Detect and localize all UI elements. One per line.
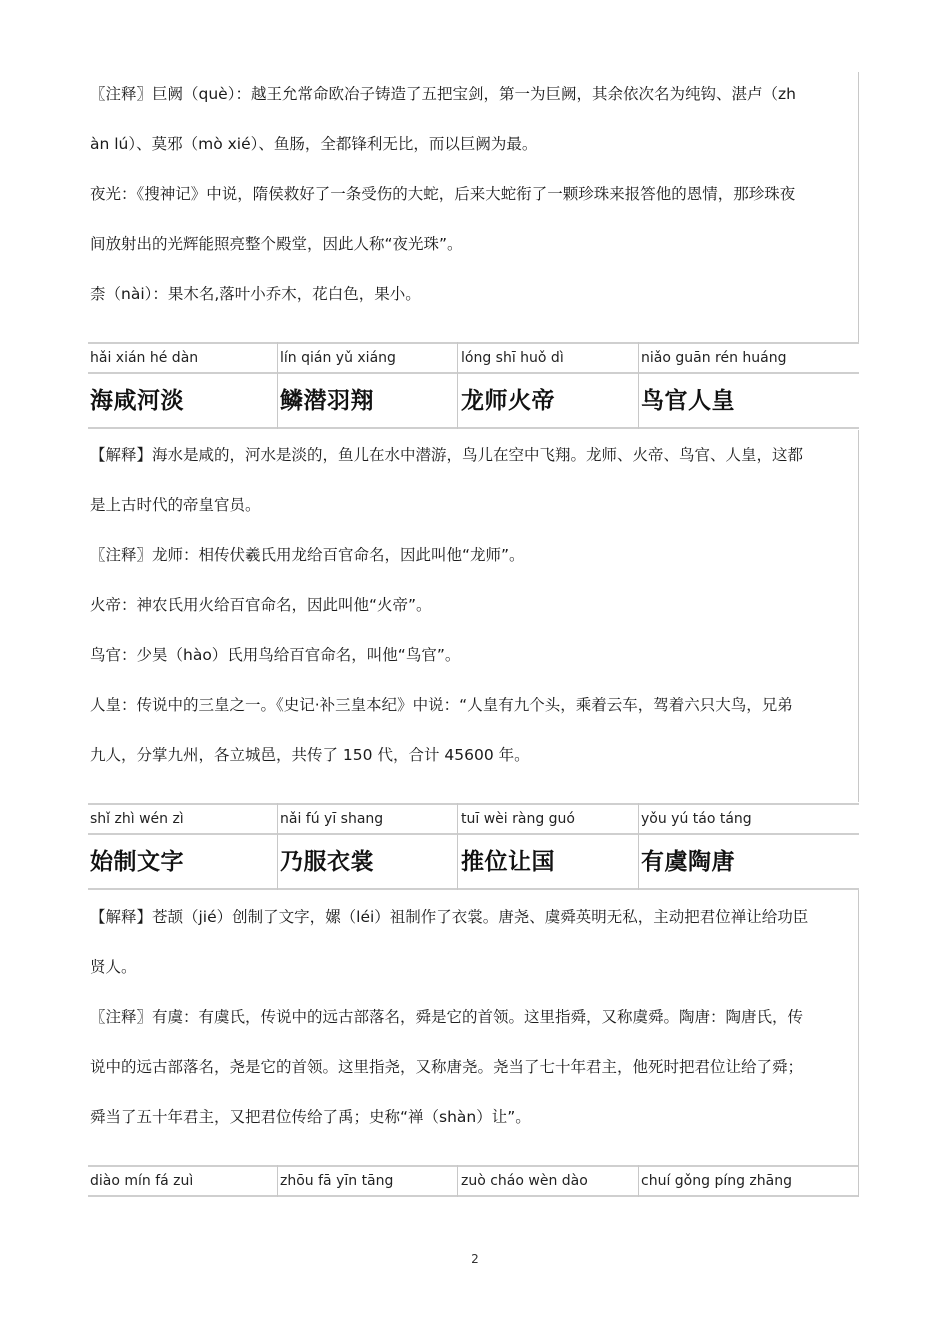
text-line: 柰（nài）：果木名,落叶小乔木，花白色，果小。 (90, 285, 421, 303)
pinyin-cell: shǐ zhì wén zì (90, 811, 184, 827)
table-rule (88, 427, 859, 429)
cell-border (457, 342, 458, 429)
idiom-cell: 始制文字 (90, 849, 184, 875)
pinyin-cell: tuī wèi ràng guó (461, 811, 575, 827)
text-line: 间放射出的光辉能照亮整个殿堂，因此人称“夜光珠”。 (90, 235, 463, 253)
table-rule (88, 803, 859, 805)
pinyin-cell: yǒu yú táo táng (641, 811, 752, 827)
pinyin-cell: lóng shī huǒ dì (461, 350, 564, 366)
pinyin-cell: chuí gǒng píng zhāng (641, 1173, 792, 1189)
cell-border (457, 803, 458, 890)
idiom-cell: 海咸河淡 (90, 388, 184, 414)
vocab-table (88, 1165, 859, 1199)
table-rule (88, 372, 859, 374)
pinyin-cell: hǎi xián hé dàn (90, 350, 199, 366)
pinyin-cell: lín qián yǔ xiáng (280, 350, 396, 366)
idiom-cell: 乃服衣裳 (280, 849, 374, 875)
pinyin-cell: zuò cháo wèn dào (461, 1173, 588, 1189)
text-line: àn lú）、莫邪（mò xié）、鱼肠，全都锋利无比，而以巨阙为最。 (90, 135, 538, 153)
text-line: 【解释】海水是咸的，河水是淡的，鱼儿在水中潜游，鸟儿在空中飞翔。龙师、火帝、鸟官、人皇，这都 (90, 446, 804, 464)
table-rule (88, 1165, 859, 1167)
text-line: 〖注释〗有虞：有虞氏，传说中的远古部落名，舜是它的首领。这里指舜，又称虞舜。陶唐：陶唐氏，传 (90, 1008, 804, 1026)
idiom-cell: 有虞陶唐 (641, 849, 735, 875)
text-line: 鸟官：少昊（hào）氏用鸟给百官命名，叫他“鸟官”。 (90, 646, 461, 664)
idiom-cell: 推位让国 (461, 849, 555, 875)
text-line: 火帝：神农氏用火给百官命名，因此叫他“火帝”。 (90, 596, 432, 614)
text-line: 是上古时代的帝皇官员。 (90, 496, 261, 514)
text-line: 【解释】苍颉（jié）创制了文字，嫘（léi）祖制作了衣裳。唐尧、虞舜英明无私，主动把君位禅让给功臣 (90, 908, 809, 926)
pinyin-cell: nǎi fú yī shang (280, 811, 384, 827)
table-rule (88, 833, 859, 835)
text-line: 夜光：《搜神记》中说，隋侯救好了一条受伤的大蛇，后来大蛇衔了一颗珍珠来报答他的恩情，那珍珠夜 (90, 185, 796, 203)
text-line: 贤人。 (90, 958, 137, 976)
page-number: 2 (471, 1252, 479, 1266)
text-line: 〖注释〗龙师：相传伏羲氏用龙给百官命名，因此叫他“龙师”。 (90, 546, 525, 564)
idiom-cell: 龙师火帝 (461, 388, 555, 414)
vocab-table (88, 803, 859, 891)
table-rule (88, 1195, 859, 1197)
table-rule (88, 342, 859, 344)
pinyin-cell: niǎo guān rén huáng (641, 350, 787, 366)
table-rule (88, 888, 859, 890)
vocab-table (88, 342, 859, 430)
idiom-cell: 鳞潜羽翔 (280, 388, 374, 414)
pinyin-cell: zhōu fā yīn tāng (280, 1173, 394, 1189)
text-line: 人皇：传说中的三皇之一。《史记·补三皇本纪》中说：“人皇有九个头，乘着云车，驾着六只大鸟，兄弟 (90, 696, 793, 714)
cell-border (457, 1165, 458, 1197)
pinyin-cell: diào mín fá zuì (90, 1173, 194, 1189)
text-line: 说中的远古部落名，尧是它的首领。这里指尧，又称唐尧。尧当了七十年君主，他死时把君位让给了舜； (90, 1058, 804, 1076)
text-line: 九人，分掌九州，各立城邑，共传了 150 代，合计 45600 年。 (90, 746, 530, 764)
idiom-cell: 鸟官人皇 (641, 388, 735, 414)
text-line: 舜当了五十年君主，又把君位传给了禹；史称“禅（shàn）让”。 (90, 1108, 531, 1126)
text-line: 〖注释〗巨阙（què）：越王允常命欧冶子铸造了五把宝剑，第一为巨阙，其余依次名为纯钩、湛卢（zh (90, 85, 796, 103)
